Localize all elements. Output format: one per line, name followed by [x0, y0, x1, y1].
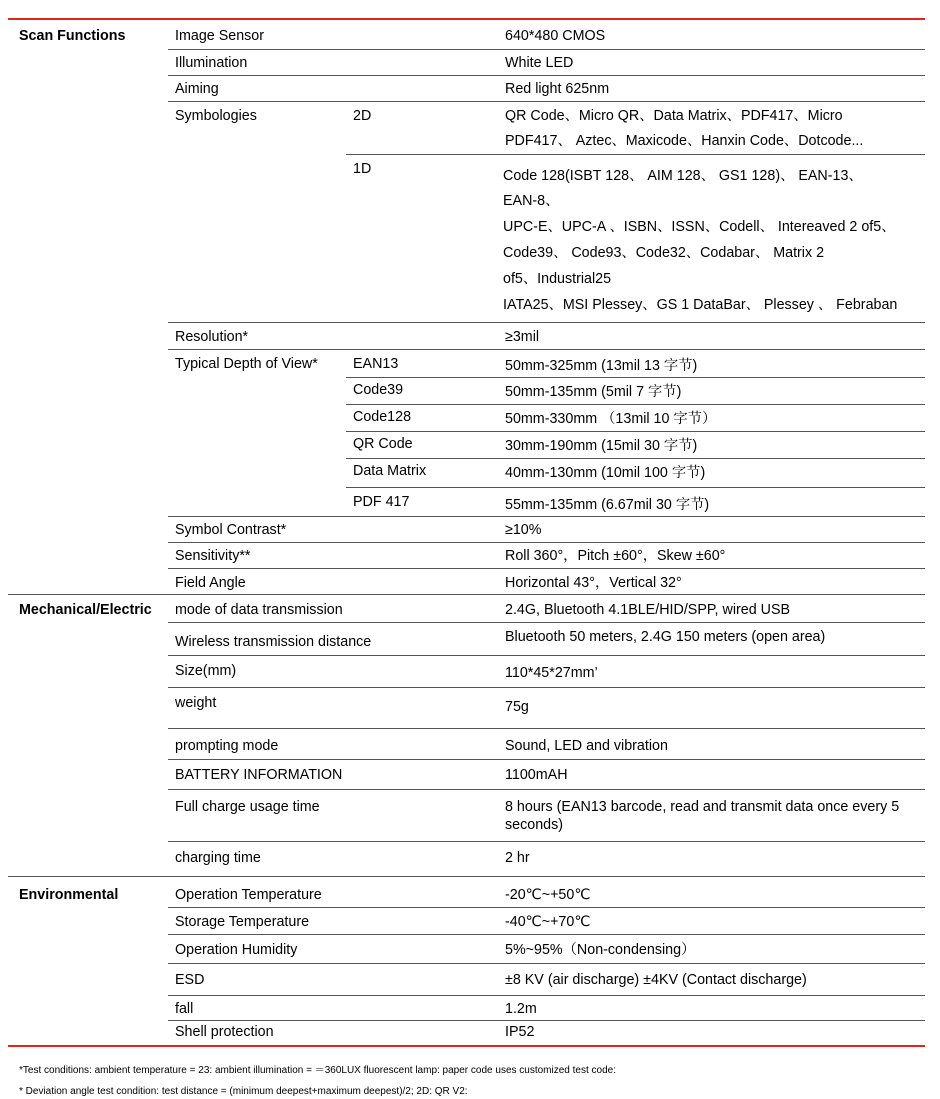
- row-divider: [346, 487, 925, 488]
- value-1d-line: Code39、 Code93、Code32、Codabar、 Matrix 2: [503, 245, 825, 261]
- value: Sound, LED and vibration: [505, 738, 668, 754]
- value-2d-line: QR Code、Micro QR、Data Matrix、PDF417、Micro: [505, 108, 843, 124]
- value: ≥3mil: [505, 329, 540, 345]
- value: IP52: [505, 1024, 535, 1040]
- section-environmental: Environmental: [19, 887, 119, 903]
- label: Symbol Contrast*: [175, 522, 287, 538]
- value: 50mm-330mm （13mil 10 字节）: [505, 411, 717, 427]
- row-divider: [168, 934, 925, 935]
- section-mechanical-electric: Mechanical/Electric: [19, 602, 152, 618]
- row-divider: [168, 349, 925, 350]
- section-divider: [8, 594, 925, 595]
- footnote-deviation-angle: * Deviation angle test condition: test distance = (minimum deepest+maximum deepest)/2; 2D: QR V2:: [19, 1086, 468, 1097]
- row-divider: [168, 101, 925, 102]
- label: weight: [175, 695, 217, 711]
- row-divider: [168, 516, 925, 517]
- sub-label-1d: 1D: [353, 161, 372, 177]
- row-divider: [168, 841, 925, 842]
- value: ±8 KV (air discharge) ±4KV (Contact discharge): [505, 972, 807, 988]
- row-divider: [168, 995, 925, 996]
- bottom-red-rule: [8, 1045, 925, 1047]
- value: Roll 360°，Pitch ±60°，Skew ±60°: [505, 548, 726, 564]
- section-divider: [8, 876, 925, 877]
- row-divider: [168, 687, 925, 688]
- value: 55mm-135mm (6.67mil 30 字节): [505, 497, 710, 513]
- label: Aiming: [175, 81, 219, 97]
- label: Field Angle: [175, 575, 246, 591]
- value: 640*480 CMOS: [505, 28, 606, 44]
- value-line: 8 hours (EAN13 barcode, read and transmit data once every 5: [505, 799, 900, 815]
- row-divider: [168, 542, 925, 543]
- row-divider: [168, 49, 925, 50]
- row-divider: [168, 1020, 925, 1021]
- section-scan-functions: Scan Functions: [19, 28, 126, 44]
- row-divider: [346, 377, 925, 378]
- footnote-test-conditions: *Test conditions: ambient temperature = 23: ambient illumination = ＝360LUX fluorescent lamp: paper code uses customized test code:: [19, 1065, 616, 1076]
- row-divider: [346, 404, 925, 405]
- row-divider: [346, 154, 925, 155]
- label: Storage Temperature: [175, 914, 310, 930]
- value: 1.2m: [505, 1001, 537, 1017]
- label: Shell protection: [175, 1024, 274, 1040]
- value: 5%~95%（Non-condensing）: [505, 942, 696, 958]
- label: Operation Temperature: [175, 887, 322, 903]
- value-line: seconds): [505, 817, 564, 833]
- row-divider: [168, 622, 925, 623]
- code: Code128: [353, 409, 412, 425]
- row-divider: [168, 655, 925, 656]
- label: Illumination: [175, 55, 248, 71]
- row-divider: [168, 789, 925, 790]
- value-1d-line: IATA25、MSI Plessey、GS 1 DataBar、 Plessey 、 Febraban: [503, 297, 898, 313]
- value: Bluetooth 50 meters, 2.4G 150 meters (open area): [505, 629, 826, 645]
- label: BATTERY INFORMATION: [175, 767, 343, 783]
- value: Red light 625nm: [505, 81, 610, 97]
- value-1d-line: Code 128(ISBT 128、 AIM 128、 GS1 128)、 EAN-13、: [503, 168, 863, 184]
- code: QR Code: [353, 436, 413, 452]
- label: Sensitivity**: [175, 548, 251, 564]
- top-red-rule: [8, 18, 925, 20]
- code: Code39: [353, 382, 404, 398]
- value: -20℃~+50℃: [505, 887, 591, 903]
- code: EAN13: [353, 356, 399, 372]
- label: Image Sensor: [175, 28, 265, 44]
- value: 30mm-190mm (15mil 30 字节): [505, 438, 698, 454]
- row-divider: [168, 75, 925, 76]
- label: fall: [175, 1001, 194, 1017]
- value: 40mm-130mm (10mil 100 字节): [505, 465, 706, 481]
- row-divider: [168, 963, 925, 964]
- value: 75g: [505, 699, 529, 715]
- value: 110*45*27mm’: [505, 665, 598, 681]
- row-divider: [168, 728, 925, 729]
- row-divider: [168, 568, 925, 569]
- label: Resolution*: [175, 329, 249, 345]
- row-divider: [346, 458, 925, 459]
- label: Size(mm): [175, 663, 237, 679]
- row-divider: [346, 431, 925, 432]
- value-1d-line: UPC-E、UPC-A 、ISBN、ISSN、Codell、 Intereaved 2 of5、: [503, 219, 896, 235]
- value: 2.4G, Bluetooth 4.1BLE/HID/SPP, wired USB: [505, 602, 791, 618]
- label: Wireless transmission distance: [175, 634, 372, 650]
- row-divider: [168, 907, 925, 908]
- label: mode of data transmission: [175, 602, 343, 618]
- label: Symbologies: [175, 108, 257, 124]
- label: prompting mode: [175, 738, 279, 754]
- label: Typical Depth of View*: [175, 356, 318, 372]
- row-divider: [168, 759, 925, 760]
- value-1d-line: of5、Industrial25: [503, 271, 612, 287]
- value: White LED: [505, 55, 574, 71]
- value: Horizontal 43°，Vertical 32°: [505, 575, 682, 591]
- value-2d-line: PDF417、 Aztec、Maxicode、Hanxin Code、Dotcode...: [505, 133, 864, 149]
- label: Operation Humidity: [175, 942, 298, 958]
- code: PDF 417: [353, 494, 410, 510]
- code: Data Matrix: [353, 463, 427, 479]
- value: 50mm-135mm (5mil 7 字节): [505, 384, 682, 400]
- row-divider: [168, 322, 925, 323]
- label: ESD: [175, 972, 205, 988]
- value: 2 hr: [505, 850, 530, 866]
- sub-label-2d: 2D: [353, 108, 372, 124]
- value: ≥10%: [505, 522, 542, 538]
- label: charging time: [175, 850, 261, 866]
- value: 1100mAH: [505, 767, 568, 783]
- value: -40℃~+70℃: [505, 914, 591, 930]
- value: 50mm-325mm (13mil 13 字节): [505, 358, 698, 374]
- value-1d-line: EAN-8、: [503, 193, 560, 209]
- label: Full charge usage time: [175, 799, 320, 815]
